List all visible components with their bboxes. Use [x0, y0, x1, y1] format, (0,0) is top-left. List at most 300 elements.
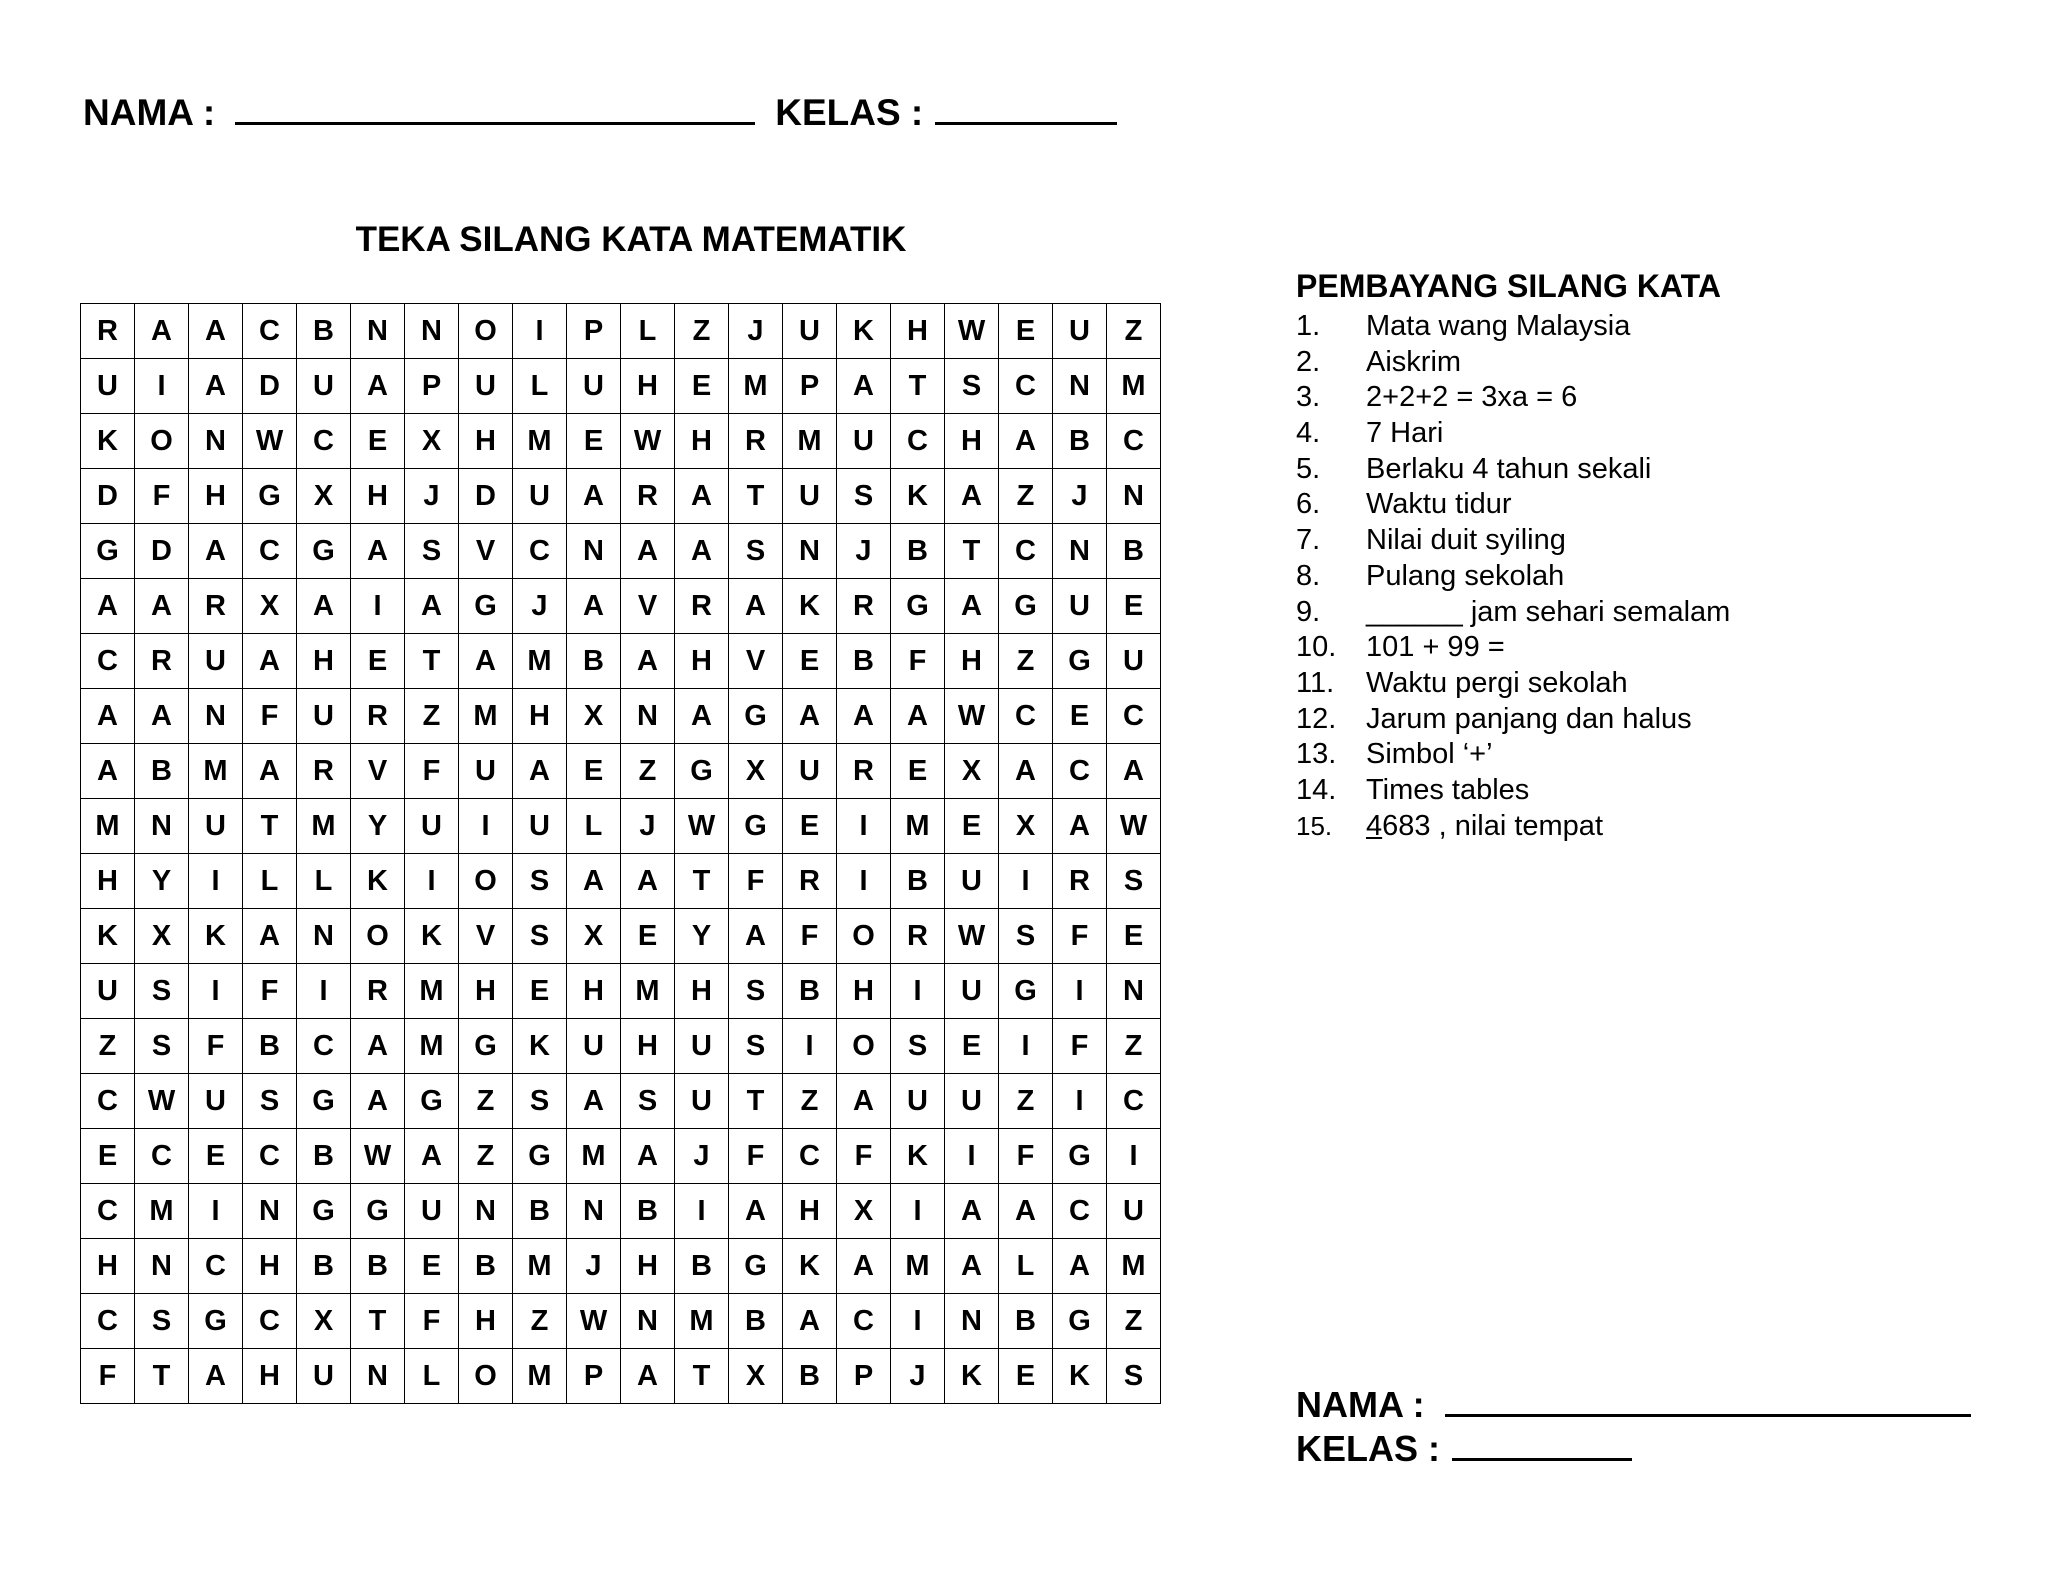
grid-cell[interactable]: L [621, 304, 675, 359]
grid-cell[interactable]: Z [81, 1019, 135, 1074]
grid-cell[interactable]: H [81, 1239, 135, 1294]
grid-cell[interactable]: E [621, 909, 675, 964]
grid-cell[interactable]: N [135, 1239, 189, 1294]
grid-cell[interactable]: H [675, 634, 729, 689]
grid-cell[interactable]: M [567, 1129, 621, 1184]
grid-cell[interactable]: M [1107, 1239, 1161, 1294]
grid-cell[interactable]: H [459, 414, 513, 469]
grid-cell[interactable]: I [297, 964, 351, 1019]
grid-cell[interactable]: A [891, 689, 945, 744]
grid-cell[interactable]: S [891, 1019, 945, 1074]
grid-cell[interactable]: N [351, 1349, 405, 1404]
grid-cell[interactable]: E [513, 964, 567, 1019]
footer-kelas-blank-line[interactable] [1452, 1428, 1632, 1461]
grid-cell[interactable]: M [783, 414, 837, 469]
grid-cell[interactable]: Z [675, 304, 729, 359]
grid-cell[interactable]: T [243, 799, 297, 854]
grid-cell[interactable]: P [567, 1349, 621, 1404]
grid-cell[interactable]: M [513, 634, 567, 689]
grid-cell[interactable]: F [891, 634, 945, 689]
grid-cell[interactable]: A [297, 579, 351, 634]
grid-cell[interactable]: I [189, 964, 243, 1019]
grid-cell[interactable]: V [459, 909, 513, 964]
grid-cell[interactable]: I [891, 1184, 945, 1239]
grid-cell[interactable]: A [675, 689, 729, 744]
grid-cell[interactable]: U [891, 1074, 945, 1129]
grid-cell[interactable]: H [837, 964, 891, 1019]
grid-cell[interactable]: I [189, 854, 243, 909]
grid-cell[interactable]: G [189, 1294, 243, 1349]
grid-cell[interactable]: U [297, 1349, 351, 1404]
grid-cell[interactable]: A [351, 359, 405, 414]
grid-cell[interactable]: Z [513, 1294, 567, 1349]
grid-cell[interactable]: O [837, 1019, 891, 1074]
grid-cell[interactable]: M [297, 799, 351, 854]
grid-cell[interactable]: B [837, 634, 891, 689]
grid-cell[interactable]: F [729, 1129, 783, 1184]
grid-cell[interactable]: B [459, 1239, 513, 1294]
grid-cell[interactable]: I [459, 799, 513, 854]
grid-cell[interactable]: Y [675, 909, 729, 964]
nama-blank-line[interactable] [235, 92, 755, 125]
grid-cell[interactable]: B [891, 524, 945, 579]
grid-cell[interactable]: G [999, 964, 1053, 1019]
grid-cell[interactable]: E [81, 1129, 135, 1184]
grid-cell[interactable]: H [621, 1019, 675, 1074]
grid-cell[interactable]: C [1053, 1184, 1107, 1239]
grid-cell[interactable]: A [351, 524, 405, 579]
grid-cell[interactable]: A [999, 414, 1053, 469]
grid-cell[interactable]: I [405, 854, 459, 909]
grid-cell[interactable]: E [891, 744, 945, 799]
grid-cell[interactable]: U [1107, 634, 1161, 689]
grid-cell[interactable]: E [351, 634, 405, 689]
grid-cell[interactable]: H [513, 689, 567, 744]
grid-cell[interactable]: P [783, 359, 837, 414]
grid-cell[interactable]: R [891, 909, 945, 964]
grid-cell[interactable]: G [297, 1074, 351, 1129]
grid-cell[interactable]: H [621, 1239, 675, 1294]
grid-cell[interactable]: M [513, 414, 567, 469]
grid-cell[interactable]: V [729, 634, 783, 689]
grid-cell[interactable]: C [1053, 744, 1107, 799]
grid-cell[interactable]: A [837, 359, 891, 414]
grid-cell[interactable]: A [243, 744, 297, 799]
grid-cell[interactable]: N [1053, 524, 1107, 579]
grid-cell[interactable]: C [999, 359, 1053, 414]
grid-cell[interactable]: K [513, 1019, 567, 1074]
grid-cell[interactable]: G [459, 1019, 513, 1074]
grid-cell[interactable]: A [459, 634, 513, 689]
grid-cell[interactable]: E [567, 744, 621, 799]
grid-cell[interactable]: G [459, 579, 513, 634]
grid-cell[interactable]: X [135, 909, 189, 964]
grid-cell[interactable]: R [189, 579, 243, 634]
grid-cell[interactable]: U [783, 304, 837, 359]
grid-cell[interactable]: J [405, 469, 459, 524]
grid-cell[interactable]: G [405, 1074, 459, 1129]
grid-cell[interactable]: G [729, 1239, 783, 1294]
grid-cell[interactable]: U [513, 469, 567, 524]
grid-cell[interactable]: S [945, 359, 999, 414]
grid-cell[interactable]: G [81, 524, 135, 579]
grid-cell[interactable]: R [837, 579, 891, 634]
grid-cell[interactable]: I [783, 1019, 837, 1074]
grid-cell[interactable]: M [729, 359, 783, 414]
grid-cell[interactable]: A [567, 854, 621, 909]
grid-cell[interactable]: A [243, 634, 297, 689]
grid-cell[interactable]: J [621, 799, 675, 854]
grid-cell[interactable]: G [297, 524, 351, 579]
grid-cell[interactable]: U [1053, 579, 1107, 634]
grid-cell[interactable]: X [999, 799, 1053, 854]
grid-cell[interactable]: J [567, 1239, 621, 1294]
grid-cell[interactable]: B [783, 964, 837, 1019]
grid-cell[interactable]: N [459, 1184, 513, 1239]
grid-cell[interactable]: W [243, 414, 297, 469]
grid-cell[interactable]: H [459, 1294, 513, 1349]
grid-cell[interactable]: U [675, 1074, 729, 1129]
grid-cell[interactable]: S [135, 1294, 189, 1349]
grid-cell[interactable]: H [675, 964, 729, 1019]
grid-cell[interactable]: B [999, 1294, 1053, 1349]
grid-cell[interactable]: A [945, 469, 999, 524]
grid-cell[interactable]: P [567, 304, 621, 359]
grid-cell[interactable]: P [837, 1349, 891, 1404]
grid-cell[interactable]: A [837, 1074, 891, 1129]
grid-cell[interactable]: J [891, 1349, 945, 1404]
grid-cell[interactable]: M [405, 1019, 459, 1074]
grid-cell[interactable]: Y [351, 799, 405, 854]
grid-cell[interactable]: U [567, 1019, 621, 1074]
grid-cell[interactable]: I [189, 1184, 243, 1239]
grid-cell[interactable]: T [891, 359, 945, 414]
grid-cell[interactable]: E [567, 414, 621, 469]
grid-cell[interactable]: H [675, 414, 729, 469]
grid-cell[interactable]: A [621, 1129, 675, 1184]
grid-cell[interactable]: H [243, 1239, 297, 1294]
grid-cell[interactable]: N [1053, 359, 1107, 414]
grid-cell[interactable]: H [567, 964, 621, 1019]
grid-cell[interactable]: U [675, 1019, 729, 1074]
grid-cell[interactable]: T [729, 1074, 783, 1129]
grid-cell[interactable]: S [135, 1019, 189, 1074]
grid-cell[interactable]: C [81, 1294, 135, 1349]
grid-cell[interactable]: X [945, 744, 999, 799]
grid-cell[interactable]: Z [1107, 1294, 1161, 1349]
grid-cell[interactable]: M [405, 964, 459, 1019]
grid-cell[interactable]: N [405, 304, 459, 359]
grid-cell[interactable]: W [945, 689, 999, 744]
grid-cell[interactable]: I [891, 1294, 945, 1349]
grid-cell[interactable]: A [135, 579, 189, 634]
grid-cell[interactable]: I [135, 359, 189, 414]
grid-cell[interactable]: N [567, 1184, 621, 1239]
grid-cell[interactable]: T [675, 1349, 729, 1404]
grid-cell[interactable]: F [1053, 909, 1107, 964]
grid-cell[interactable]: G [1053, 634, 1107, 689]
grid-cell[interactable]: S [729, 1019, 783, 1074]
grid-cell[interactable]: C [243, 304, 297, 359]
grid-cell[interactable]: A [621, 634, 675, 689]
grid-cell[interactable]: X [297, 1294, 351, 1349]
grid-cell[interactable]: W [135, 1074, 189, 1129]
grid-cell[interactable]: E [351, 414, 405, 469]
grid-cell[interactable]: U [297, 359, 351, 414]
grid-cell[interactable]: G [675, 744, 729, 799]
grid-cell[interactable]: H [243, 1349, 297, 1404]
grid-cell[interactable]: D [459, 469, 513, 524]
grid-cell[interactable]: E [783, 799, 837, 854]
grid-cell[interactable]: F [405, 1294, 459, 1349]
kelas-blank-line[interactable] [935, 92, 1117, 125]
grid-cell[interactable]: W [621, 414, 675, 469]
grid-cell[interactable]: L [297, 854, 351, 909]
grid-cell[interactable]: T [135, 1349, 189, 1404]
grid-cell[interactable]: N [783, 524, 837, 579]
grid-cell[interactable]: I [999, 1019, 1053, 1074]
grid-cell[interactable]: U [459, 359, 513, 414]
grid-cell[interactable]: F [189, 1019, 243, 1074]
grid-cell[interactable]: U [189, 799, 243, 854]
grid-cell[interactable]: K [891, 1129, 945, 1184]
grid-cell[interactable]: A [351, 1074, 405, 1129]
grid-cell[interactable]: K [783, 1239, 837, 1294]
grid-cell[interactable]: U [405, 1184, 459, 1239]
grid-cell[interactable]: G [1053, 1129, 1107, 1184]
grid-cell[interactable]: S [999, 909, 1053, 964]
grid-cell[interactable]: U [783, 744, 837, 799]
grid-cell[interactable]: D [81, 469, 135, 524]
grid-cell[interactable]: F [783, 909, 837, 964]
grid-cell[interactable]: F [243, 689, 297, 744]
grid-cell[interactable]: N [243, 1184, 297, 1239]
footer-nama-blank-line[interactable] [1445, 1384, 1971, 1417]
grid-cell[interactable]: X [567, 689, 621, 744]
grid-cell[interactable]: B [297, 304, 351, 359]
grid-cell[interactable]: X [837, 1184, 891, 1239]
grid-cell[interactable]: A [351, 1019, 405, 1074]
grid-cell[interactable]: A [999, 744, 1053, 799]
grid-cell[interactable]: A [1107, 744, 1161, 799]
grid-cell[interactable]: L [405, 1349, 459, 1404]
grid-cell[interactable]: B [1053, 414, 1107, 469]
grid-cell[interactable]: K [891, 469, 945, 524]
grid-cell[interactable]: S [1107, 1349, 1161, 1404]
grid-cell[interactable]: U [459, 744, 513, 799]
grid-cell[interactable]: B [567, 634, 621, 689]
grid-cell[interactable]: E [1107, 579, 1161, 634]
grid-cell[interactable]: O [351, 909, 405, 964]
grid-cell[interactable]: R [837, 744, 891, 799]
grid-cell[interactable]: F [243, 964, 297, 1019]
grid-cell[interactable]: M [513, 1239, 567, 1294]
grid-cell[interactable]: S [405, 524, 459, 579]
grid-cell[interactable]: Z [621, 744, 675, 799]
grid-cell[interactable]: C [135, 1129, 189, 1184]
grid-cell[interactable]: E [1053, 689, 1107, 744]
grid-cell[interactable]: I [351, 579, 405, 634]
grid-cell[interactable]: I [945, 1129, 999, 1184]
grid-cell[interactable]: B [243, 1019, 297, 1074]
grid-cell[interactable]: C [891, 414, 945, 469]
grid-cell[interactable]: L [513, 359, 567, 414]
grid-cell[interactable]: A [567, 469, 621, 524]
grid-cell[interactable]: O [459, 1349, 513, 1404]
grid-cell[interactable]: B [729, 1294, 783, 1349]
grid-cell[interactable]: C [1107, 1074, 1161, 1129]
grid-cell[interactable]: U [513, 799, 567, 854]
grid-cell[interactable]: B [1107, 524, 1161, 579]
grid-cell[interactable]: A [81, 744, 135, 799]
grid-cell[interactable]: M [675, 1294, 729, 1349]
grid-cell[interactable]: C [999, 689, 1053, 744]
grid-cell[interactable]: W [1107, 799, 1161, 854]
grid-cell[interactable]: W [945, 304, 999, 359]
grid-cell[interactable]: O [135, 414, 189, 469]
grid-cell[interactable]: A [729, 1184, 783, 1239]
grid-cell[interactable]: Z [459, 1074, 513, 1129]
grid-cell[interactable]: T [351, 1294, 405, 1349]
grid-cell[interactable]: I [1107, 1129, 1161, 1184]
grid-cell[interactable]: I [999, 854, 1053, 909]
grid-cell[interactable]: B [351, 1239, 405, 1294]
grid-cell[interactable]: H [297, 634, 351, 689]
grid-cell[interactable]: O [837, 909, 891, 964]
grid-cell[interactable]: V [351, 744, 405, 799]
grid-cell[interactable]: U [297, 689, 351, 744]
grid-cell[interactable]: E [999, 304, 1053, 359]
grid-cell[interactable]: Z [1107, 1019, 1161, 1074]
grid-cell[interactable]: A [243, 909, 297, 964]
grid-cell[interactable]: K [405, 909, 459, 964]
grid-cell[interactable]: R [297, 744, 351, 799]
grid-cell[interactable]: R [729, 414, 783, 469]
grid-cell[interactable]: L [243, 854, 297, 909]
grid-cell[interactable]: F [405, 744, 459, 799]
grid-cell[interactable]: J [729, 304, 783, 359]
grid-cell[interactable]: A [837, 1239, 891, 1294]
grid-cell[interactable]: F [1053, 1019, 1107, 1074]
grid-cell[interactable]: A [945, 1184, 999, 1239]
grid-cell[interactable]: W [945, 909, 999, 964]
grid-cell[interactable]: S [729, 524, 783, 579]
grid-cell[interactable]: A [729, 579, 783, 634]
grid-cell[interactable]: I [1053, 1074, 1107, 1129]
grid-cell[interactable]: M [891, 1239, 945, 1294]
grid-cell[interactable]: N [189, 414, 243, 469]
grid-cell[interactable]: A [567, 579, 621, 634]
grid-cell[interactable]: A [189, 304, 243, 359]
grid-cell[interactable]: D [135, 524, 189, 579]
grid-cell[interactable]: H [459, 964, 513, 1019]
grid-cell[interactable]: A [621, 1349, 675, 1404]
grid-cell[interactable]: V [621, 579, 675, 634]
grid-cell[interactable]: A [783, 689, 837, 744]
grid-cell[interactable]: B [135, 744, 189, 799]
grid-cell[interactable]: M [1107, 359, 1161, 414]
grid-cell[interactable]: J [675, 1129, 729, 1184]
grid-cell[interactable]: E [405, 1239, 459, 1294]
grid-cell[interactable]: C [81, 1074, 135, 1129]
grid-cell[interactable]: A [135, 304, 189, 359]
grid-cell[interactable]: A [567, 1074, 621, 1129]
grid-cell[interactable]: B [297, 1239, 351, 1294]
grid-cell[interactable]: J [1053, 469, 1107, 524]
grid-cell[interactable]: R [135, 634, 189, 689]
grid-cell[interactable]: G [351, 1184, 405, 1239]
grid-cell[interactable]: M [621, 964, 675, 1019]
grid-cell[interactable]: A [81, 689, 135, 744]
grid-cell[interactable]: C [297, 1019, 351, 1074]
grid-cell[interactable]: C [243, 524, 297, 579]
grid-cell[interactable]: T [945, 524, 999, 579]
grid-cell[interactable]: M [891, 799, 945, 854]
grid-cell[interactable]: H [81, 854, 135, 909]
grid-cell[interactable]: F [135, 469, 189, 524]
grid-cell[interactable]: B [621, 1184, 675, 1239]
grid-cell[interactable]: S [513, 1074, 567, 1129]
grid-cell[interactable]: X [729, 1349, 783, 1404]
grid-cell[interactable]: J [837, 524, 891, 579]
grid-cell[interactable]: A [405, 579, 459, 634]
grid-cell[interactable]: S [135, 964, 189, 1019]
grid-cell[interactable]: U [1107, 1184, 1161, 1239]
grid-cell[interactable]: A [1053, 1239, 1107, 1294]
grid-cell[interactable]: U [81, 359, 135, 414]
grid-cell[interactable]: G [729, 689, 783, 744]
grid-cell[interactable]: C [81, 1184, 135, 1239]
grid-cell[interactable]: X [297, 469, 351, 524]
grid-cell[interactable]: C [837, 1294, 891, 1349]
grid-cell[interactable]: R [783, 854, 837, 909]
grid-cell[interactable]: U [405, 799, 459, 854]
grid-cell[interactable]: S [513, 854, 567, 909]
grid-cell[interactable]: K [81, 414, 135, 469]
grid-cell[interactable]: B [783, 1349, 837, 1404]
grid-cell[interactable]: E [1107, 909, 1161, 964]
grid-cell[interactable]: U [81, 964, 135, 1019]
grid-cell[interactable]: N [1107, 964, 1161, 1019]
grid-cell[interactable]: K [783, 579, 837, 634]
grid-cell[interactable]: V [459, 524, 513, 579]
grid-cell[interactable]: Z [459, 1129, 513, 1184]
grid-cell[interactable]: E [675, 359, 729, 414]
grid-cell[interactable]: C [783, 1129, 837, 1184]
grid-cell[interactable]: I [891, 964, 945, 1019]
grid-cell[interactable]: F [999, 1129, 1053, 1184]
grid-cell[interactable]: A [783, 1294, 837, 1349]
grid-cell[interactable]: N [621, 689, 675, 744]
grid-cell[interactable]: R [81, 304, 135, 359]
grid-cell[interactable]: M [135, 1184, 189, 1239]
grid-cell[interactable]: E [945, 799, 999, 854]
grid-cell[interactable]: A [621, 854, 675, 909]
grid-cell[interactable]: H [945, 634, 999, 689]
grid-cell[interactable]: S [1107, 854, 1161, 909]
grid-cell[interactable]: W [351, 1129, 405, 1184]
grid-cell[interactable]: K [189, 909, 243, 964]
grid-cell[interactable]: T [729, 469, 783, 524]
grid-cell[interactable]: O [459, 304, 513, 359]
grid-cell[interactable]: O [459, 854, 513, 909]
grid-cell[interactable]: T [405, 634, 459, 689]
grid-cell[interactable]: I [513, 304, 567, 359]
grid-cell[interactable]: C [1107, 689, 1161, 744]
grid-cell[interactable]: E [999, 1349, 1053, 1404]
grid-cell[interactable]: U [783, 469, 837, 524]
grid-cell[interactable]: A [1053, 799, 1107, 854]
